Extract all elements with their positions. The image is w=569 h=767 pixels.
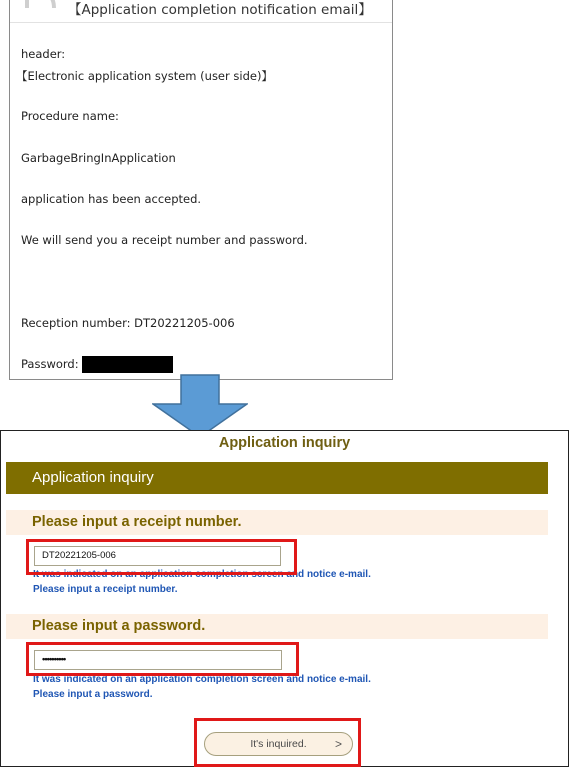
email-header-label: header: (21, 47, 66, 61)
email-procedure-label: Procedure name: (21, 109, 119, 123)
receipt-highlight-box (26, 539, 297, 575)
email-logo-icon (24, 0, 58, 14)
password-highlight-box (26, 642, 299, 676)
notification-email-panel (9, 0, 393, 380)
email-accepted-text: application has been accepted. (21, 192, 202, 206)
email-procedure-value: GarbageBringInApplication (21, 151, 176, 165)
button-highlight-box (194, 718, 361, 767)
inquire-button-label: It's inquired. (250, 738, 307, 750)
email-header-value: 【Electronic application system (user side)】 (16, 69, 273, 83)
chevron-right-icon: > (334, 737, 342, 751)
inquiry-page-title: Application inquiry (218, 435, 351, 451)
redacted-password (82, 356, 173, 373)
password-section-title: Please input a password. (6, 614, 548, 639)
password-hint-line-2: Please input a password. (33, 689, 153, 700)
email-title-bar (10, 0, 392, 23)
receipt-hint-line-2: Please input a receipt number. (33, 584, 178, 595)
receipt-number-section-title: Please input a receipt number. (6, 510, 548, 535)
application-inquiry-panel (0, 430, 569, 767)
receipt-number-input[interactable]: DT20221205-006 (34, 546, 281, 566)
email-password-label: Password: (21, 357, 79, 371)
email-send-text: We will send you a receipt number and password. (21, 233, 308, 247)
down-arrow-icon (152, 374, 248, 438)
password-hint-line-1: It was indicated on an application completion screen and notice e-mail. (33, 674, 371, 685)
inquiry-heading: Application inquiry (6, 462, 548, 494)
receipt-hint-line-1: It was indicated on an application completion screen and notice e-mail. (33, 569, 371, 580)
password-input[interactable]: •••••••••• (34, 650, 282, 670)
email-title: 【Application completion notification email】 (68, 2, 372, 18)
email-reception-number: Reception number: DT20221205-006 (21, 316, 235, 330)
